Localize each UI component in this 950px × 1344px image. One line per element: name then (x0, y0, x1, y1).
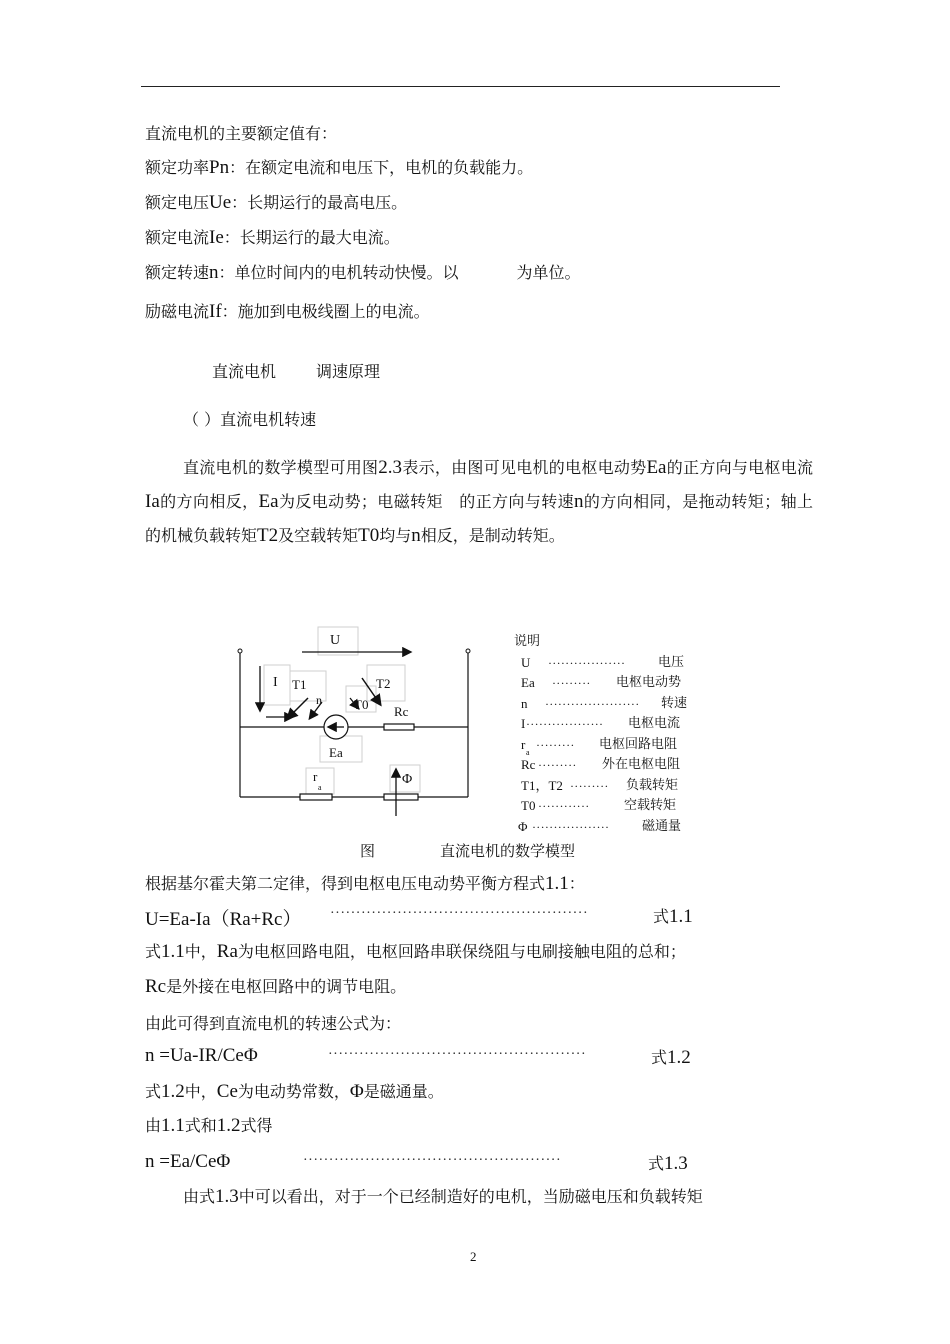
conclusion-line: 由式1.3中可以看出，对于一个已经制造好的电机，当励磁电压和负载转矩 (183, 1186, 703, 1207)
equation-1-3-label: 式1.3 (648, 1153, 688, 1174)
text: 额定转速 (145, 263, 210, 282)
rated-speed-line (145, 263, 581, 283)
label-T2: T2 (376, 676, 391, 691)
label-U: U (330, 633, 341, 648)
equation-1-1-label: 式1.1 (653, 906, 693, 927)
text: （ ） (183, 410, 221, 429)
subsection-title (183, 410, 316, 430)
text: 额定电流 (145, 228, 210, 247)
text: ：施加到电极线圈上的电流。 (221, 302, 430, 321)
label-phi: Φ (402, 772, 413, 787)
text: 调速原理 (316, 362, 381, 381)
symbol: If (209, 301, 222, 322)
label-ra-sub: a (318, 783, 322, 792)
rated-current-line (145, 228, 400, 248)
rated-values-heading (145, 124, 337, 144)
equation-1-3: n =Ea/CeΦ (145, 1151, 231, 1172)
derive-line: 由1.1式和1.2式得 (145, 1115, 273, 1136)
section-title (212, 362, 380, 382)
equation-1-2-leader: ·················································· (328, 1047, 587, 1062)
text: ：长期运行的最高电压。 (231, 193, 408, 212)
text: ：在额定电流和电压下，电机的负载能力。 (229, 158, 534, 177)
figure-caption-label: 图 (360, 842, 376, 860)
label-T1: T1 (292, 677, 307, 692)
model-paragraph: 直流电机的数学模型可用图2.3表示，由图可见电机的电枢电动势Ea的正方向与电枢电流Ia的方向相反，Ea为反电动势；电磁转矩 的正方向与转速n的方向相同，是拖动转矩；轴上的机械负载转矩T2及空载转矩T0均与n相反，是制动转矩。 (145, 457, 813, 546)
text: 额定功率 (145, 158, 210, 177)
eq2-explain-line: 式1.2中，Ce为电动势常数，Φ是磁通量。 (145, 1081, 444, 1102)
kirchhoff-line: 根据基尔霍夫第二定律，得到电枢电压电动势平衡方程式1.1： (145, 873, 585, 894)
equation-1-3-leader: ·················································· (303, 1153, 562, 1168)
symbol: n (209, 262, 219, 283)
label-Ea: Ea (329, 745, 343, 760)
label-I: I (273, 675, 278, 690)
header-rule (141, 86, 780, 87)
speed-formula-intro: 由此可得到直流电机的转速公式为： (145, 1014, 402, 1033)
figure-caption-title: 直流电机的数学模型 (440, 842, 576, 860)
text: 励磁电流 (145, 302, 210, 321)
equation-1-2-label: 式1.2 (651, 1047, 691, 1068)
label-n: n (316, 693, 322, 707)
rc-explain-line: Rc是外接在电枢回路中的调节电阻。 (145, 976, 407, 997)
page-number: 2 (470, 1249, 477, 1264)
label-T0: T0 (354, 697, 369, 712)
symbol: Pn (209, 157, 230, 178)
text: 额定电压 (145, 193, 210, 212)
field-current-line (145, 302, 430, 322)
rated-power-line (145, 158, 533, 178)
equation-1-1-leader: ·················································· (330, 906, 589, 921)
label-Rc: Rc (394, 704, 409, 719)
text: ：单位时间内的电机转动快慢。以 (218, 263, 459, 282)
eq1-explain-line: 式1.1中，Ra为电枢回路电阻，电枢回路串联保绕阻与电刷接触电阻的总和； (145, 941, 686, 962)
text: 为单位。 (516, 263, 581, 282)
text: 直流电机 (212, 362, 277, 381)
text: 直流电机的主要额定值有： (145, 124, 338, 143)
motor-model-diagram (230, 620, 490, 820)
symbol: Ue (209, 192, 232, 213)
label-ra: r (313, 769, 318, 784)
rated-voltage-line (145, 193, 407, 213)
equation-1-1: U=Ea-Ia（Ra+Rc） (145, 909, 302, 930)
text: 直流电机转速 (220, 410, 317, 429)
equation-1-2: n =Ua-IR/CeΦ (145, 1045, 258, 1066)
symbol: Ie (209, 227, 224, 248)
text: ：长期运行的最大电流。 (223, 228, 400, 247)
